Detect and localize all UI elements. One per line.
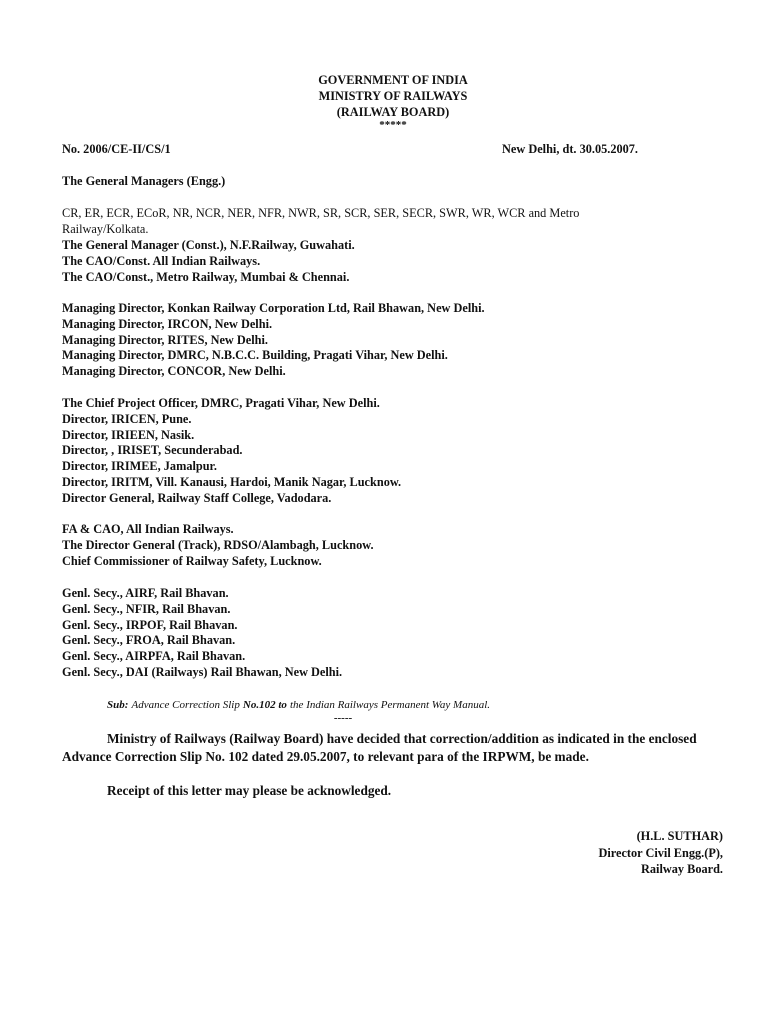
subject-label: Sub: — [107, 699, 129, 711]
addressee-item: Genl. Secy., AIRPFA, Rail Bhavan. — [62, 649, 246, 664]
addressee-group-1 — [62, 238, 662, 285]
ministry-title: MINISTRY OF RAILWAYS — [318, 89, 468, 103]
addressee-group-3 — [62, 396, 662, 507]
addressee-item: The Director General (Track), RDSO/Alambagh, Lucknow. — [62, 537, 374, 552]
addressee-group-5 — [62, 586, 662, 681]
govt-title: GOVERNMENT OF INDIA — [318, 73, 468, 87]
addressee-item: Director, IRIMEE, Jamalpur. — [62, 459, 217, 474]
addressee-item: Director, , IRISET, Secunderabad. — [62, 443, 243, 458]
addressee-item: The General Manager (Const.), N.F.Railway, Guwahati. — [62, 238, 355, 252]
subject-text: Advance Correction Slip — [131, 699, 240, 711]
subject-manual: the Indian Railways Permanent Way Manual. — [290, 699, 491, 711]
receipt-line: Receipt of this letter may please be acknowledged. — [107, 783, 392, 798]
addressee-item: Managing Director, CONCOR, New Delhi. — [62, 364, 286, 379]
signatory-designation: Director Civil Engg.(P), — [598, 845, 723, 860]
addressee-item: Genl. Secy., FROA, Rail Bhavan. — [62, 633, 236, 648]
zones-list — [62, 206, 662, 238]
reference-line — [62, 142, 638, 158]
subject-slip-number: No.102 to — [242, 699, 287, 711]
signatory-office: Railway Board. — [641, 862, 723, 876]
addressee-group-2 — [62, 301, 662, 380]
addressee-item: Director, IRITM, Vill. Kanausi, Hardoi, Manik Nagar, Lucknow. — [62, 474, 402, 489]
addressee-item: FA & CAO, All Indian Railways. — [62, 522, 234, 536]
addressee-item: Director, IRIEEN, Nasik. — [62, 427, 195, 442]
addressee-title: The General Managers (Engg.) — [62, 174, 226, 188]
addressee-item: Managing Director, DMRC, N.B.C.C. Building, Pragati Vihar, New Delhi. — [62, 348, 448, 363]
addressee-item: Managing Director, Konkan Railway Corporation Ltd, Rail Bhawan, New Delhi. — [62, 301, 485, 315]
letter-number: No. 2006/CE-II/CS/1 — [62, 142, 171, 156]
addressee-item: Director, IRICEN, Pune. — [62, 411, 192, 426]
addressee-item: Genl. Secy., IRPOF, Rail Bhavan. — [62, 617, 238, 632]
body-paragraph — [62, 730, 722, 766]
signature-block — [598, 828, 723, 878]
body-paragraph-text: Ministry of Railways (Railway Board) have decided that correction/addition as indicated in the enclosed Advance Correction Slip No. 102 dated 29.05.2007, to relevant para of the IRPWM, be made. — [62, 731, 697, 764]
place-date: New Delhi, dt. 30.05.2007. — [502, 142, 638, 156]
addressee-item: Genl. Secy., AIRF, Rail Bhavan. — [62, 586, 229, 600]
addressee-item: Chief Commissioner of Railway Safety, Lucknow. — [62, 553, 322, 568]
letterhead — [0, 72, 768, 131]
addressee-item: Managing Director, IRCON, New Delhi. — [62, 316, 273, 331]
header-stars: ***** — [379, 119, 407, 131]
addressee-group-4 — [62, 522, 662, 569]
subject-divider: ----- — [333, 712, 353, 724]
addressee-item: Genl. Secy., DAI (Railways) Rail Bhawan, New Delhi. — [62, 664, 343, 679]
signatory-name: (H.L. SUTHAR) — [636, 829, 723, 843]
addressee-item: Director General, Railway Staff College, Vadodara. — [62, 490, 332, 505]
addressee-item: The CAO/Const., Metro Railway, Mumbai & Chennai. — [62, 269, 350, 284]
board-title: (RAILWAY BOARD) — [336, 105, 450, 119]
addressee-item: Managing Director, RITES, New Delhi. — [62, 332, 268, 347]
zones-line: Railway/Kolkata. — [62, 221, 149, 236]
addressee-item: The Chief Project Officer, DMRC, Pragati Vihar, New Delhi. — [62, 396, 380, 410]
addressee-item: Genl. Secy., NFIR, Rail Bhavan. — [62, 601, 231, 616]
addressee-item: The CAO/Const. All Indian Railways. — [62, 253, 261, 268]
zones-line: CR, ER, ECR, ECoR, NR, NCR, NER, NFR, NWR, SR, SCR, SER, SECR, SWR, WR, WCR and Metro — [62, 206, 580, 220]
